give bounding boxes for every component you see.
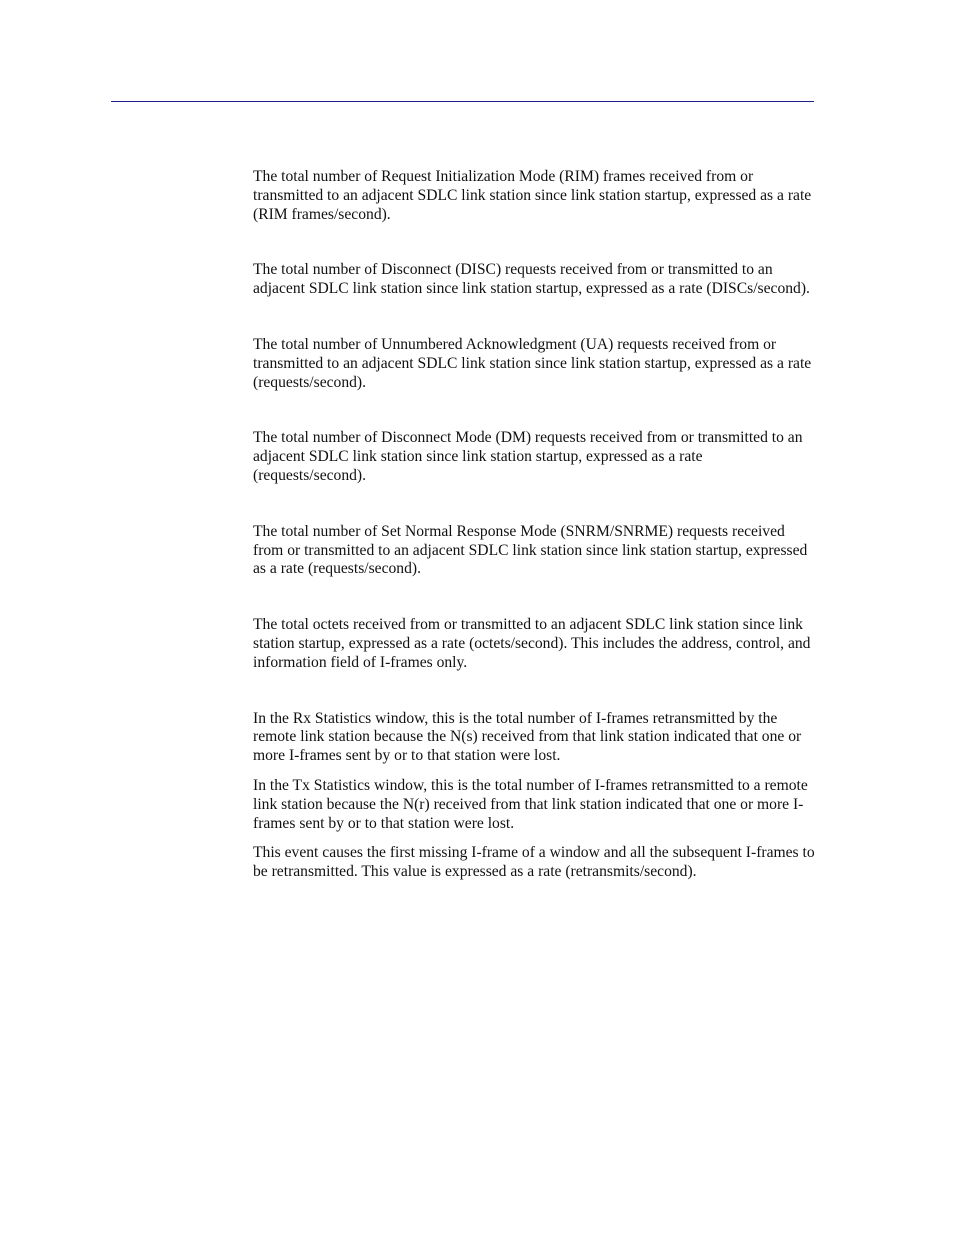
entry-description: The total number of Request Initialization Mode (RIM) frames received from or transmitted to an adjacent SDLC link station since link station startup, expressed as a rate (RIM frames/second). bbox=[253, 168, 812, 223]
document-body bbox=[253, 168, 818, 919]
entry-ua-requests bbox=[253, 336, 818, 392]
header-rule bbox=[111, 101, 814, 102]
entry-snrm-requests bbox=[253, 523, 818, 579]
entry-description: The total octets received from or transmitted to an adjacent SDLC link station since link station startup, expressed as a rate (octets/second). This includes the address, control, and information field of I-frames only. bbox=[253, 616, 811, 671]
entry-octets bbox=[253, 616, 818, 672]
entry-description: The total number of Set Normal Response Mode (SNRM/SNRME) requests received from or transmitted to an adjacent SDLC link station since link station startup, expressed as a rate (requests/second). bbox=[253, 522, 808, 578]
entry-disc-requests bbox=[253, 261, 818, 299]
entry-rim-frames bbox=[253, 168, 818, 224]
entry-dm-requests bbox=[253, 429, 818, 485]
entry-description: The total number of Disconnect (DISC) requests received from or transmitted to an adjacent SDLC link station since link station startup, expressed as a rate (DISCs/second). bbox=[253, 261, 810, 298]
entry-description: The total number of Unnumbered Acknowledgment (UA) requests received from or transmitted to an adjacent SDLC link station since link station startup, expressed as a rate (requests/second). bbox=[253, 335, 812, 391]
entry-description-event: This event causes the first missing I-frame of a window and all the subsequent I-frames to be retransmitted. This value is expressed as a rate (retransmits/second). bbox=[253, 844, 815, 881]
entry-description-rx: In the Rx Statistics window, this is the total number of I-frames retransmitted by the remote link station because the N(s) received from that link station indicated that one or more I-frames sent by or to that station were lost. bbox=[253, 709, 802, 765]
entry-description-tx: In the Tx Statistics window, this is the total number of I-frames retransmitted to a remote link station because the N(r) received from that link station indicated that one or more I-frames sent by or to that station were lost. bbox=[253, 776, 808, 832]
entry-description: The total number of Disconnect Mode (DM) requests received from or transmitted to an adjacent SDLC link station since link station startup, expressed as a rate (requests/second). bbox=[253, 429, 803, 484]
entry-retransmits bbox=[253, 710, 818, 882]
